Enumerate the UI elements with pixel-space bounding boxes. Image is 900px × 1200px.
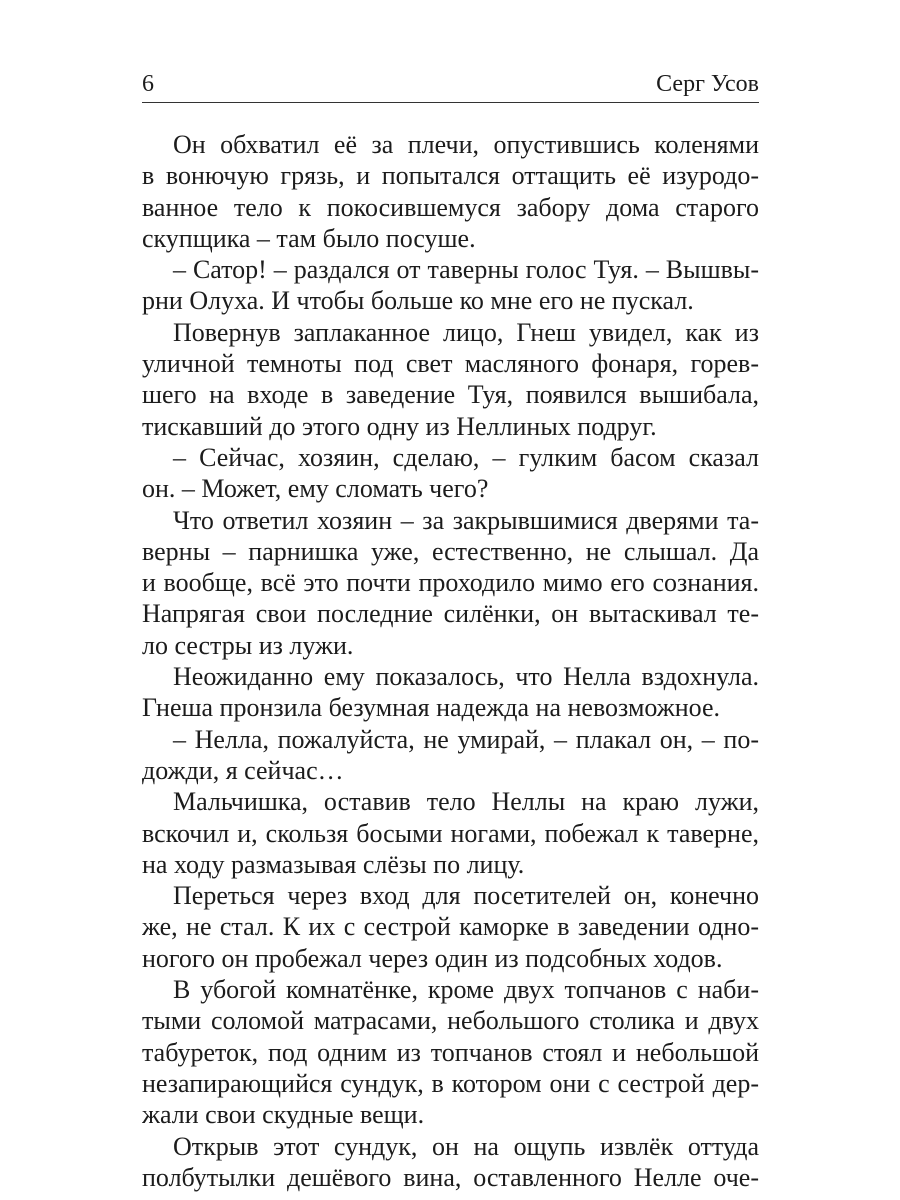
text-line: же, не стал. К их с сестрой каморке в заведении одно- [142, 912, 759, 942]
text-line: незапирающийся сундук, в котором они с сестрой дер- [142, 1068, 759, 1098]
text-line: дожди, я сейчас… [142, 755, 344, 785]
text-line: табуреток, под одним из топчанов стоял и небольшой [142, 1037, 759, 1067]
text-line: вскочил и, скользя босыми ногами, побежал к таверне, [142, 818, 759, 848]
text-line: жали свои скудные вещи. [142, 1100, 425, 1130]
text-line: тискавший до этого одну из Неллиных подруг. [142, 411, 657, 441]
text-line: тыми соломой матрасами, небольшого столика и двух [142, 1006, 759, 1036]
text-line: – Сатор! – раздался от таверны голос Туя. – Вышвы- [173, 255, 759, 285]
text-line: и вообще, всё это почти проходило мимо его сознания. [142, 568, 759, 598]
text-line: Переться через вход для посетителей он, конечно [173, 881, 759, 911]
text-line: – Сейчас, хозяин, сделаю, – гулким басом сказал [173, 442, 759, 472]
text-line: Гнеша пронзила безумная надежда на невозможное. [142, 693, 720, 723]
text-line: ванное тело к покосившемуся забору дома старого [142, 192, 759, 222]
text-line: уличной темноты под свет масляного фонаря, горев- [142, 349, 759, 379]
page-number: 6 [142, 71, 154, 97]
text-line: – Нелла, пожалуйста, не умирай, – плакал он, – по- [173, 724, 759, 754]
text-line: в вонючую грязь, и попытался оттащить её изуродо- [142, 161, 759, 191]
text-line: полбутылки дешёвого вина, оставленного Нелле оче- [142, 1162, 759, 1192]
text-line: ногого он пробежал через один из подсобных ходов. [142, 943, 723, 973]
text-line: верны – парнишка уже, естественно, не слышал. Да [142, 536, 759, 566]
text-line: скупщика – там было посуше. [142, 223, 476, 253]
page-header [142, 66, 759, 103]
text-line: он. – Может, ему сломать чего? [142, 474, 489, 504]
text-line: Повернув заплаканное лицо, Гнеш увидел, как из [173, 317, 759, 347]
text-line: рни Олуха. И чтобы больше ко мне его не пускал. [142, 286, 694, 316]
text-line: Напрягая свои последние силёнки, он вытаскивал те- [142, 599, 759, 629]
text-line: Открыв этот сундук, он на ощупь извлёк оттуда [173, 1131, 759, 1161]
text-line: на ходу размазывая слёзы по лицу. [142, 849, 525, 879]
text-line: Он обхватил её за плечи, опустившись коленями [173, 130, 759, 159]
text-line: Мальчишка, оставив тело Неллы на краю лужи, [173, 787, 759, 817]
text-line: Неожиданно ему показалось, что Нелла вздохнула. [173, 662, 759, 692]
text-line: Что ответил хозяин – за закрывшимися дверями та- [173, 505, 759, 535]
text-line: ло сестры из лужи. [142, 630, 354, 660]
text-line: шего на входе в заведение Туя, появился вышибала, [142, 380, 759, 410]
body-text [142, 129, 759, 1193]
author-name: Серг Усов [656, 71, 759, 97]
text-line: В убогой комнатёнке, кроме двух топчанов с наби- [173, 975, 759, 1005]
